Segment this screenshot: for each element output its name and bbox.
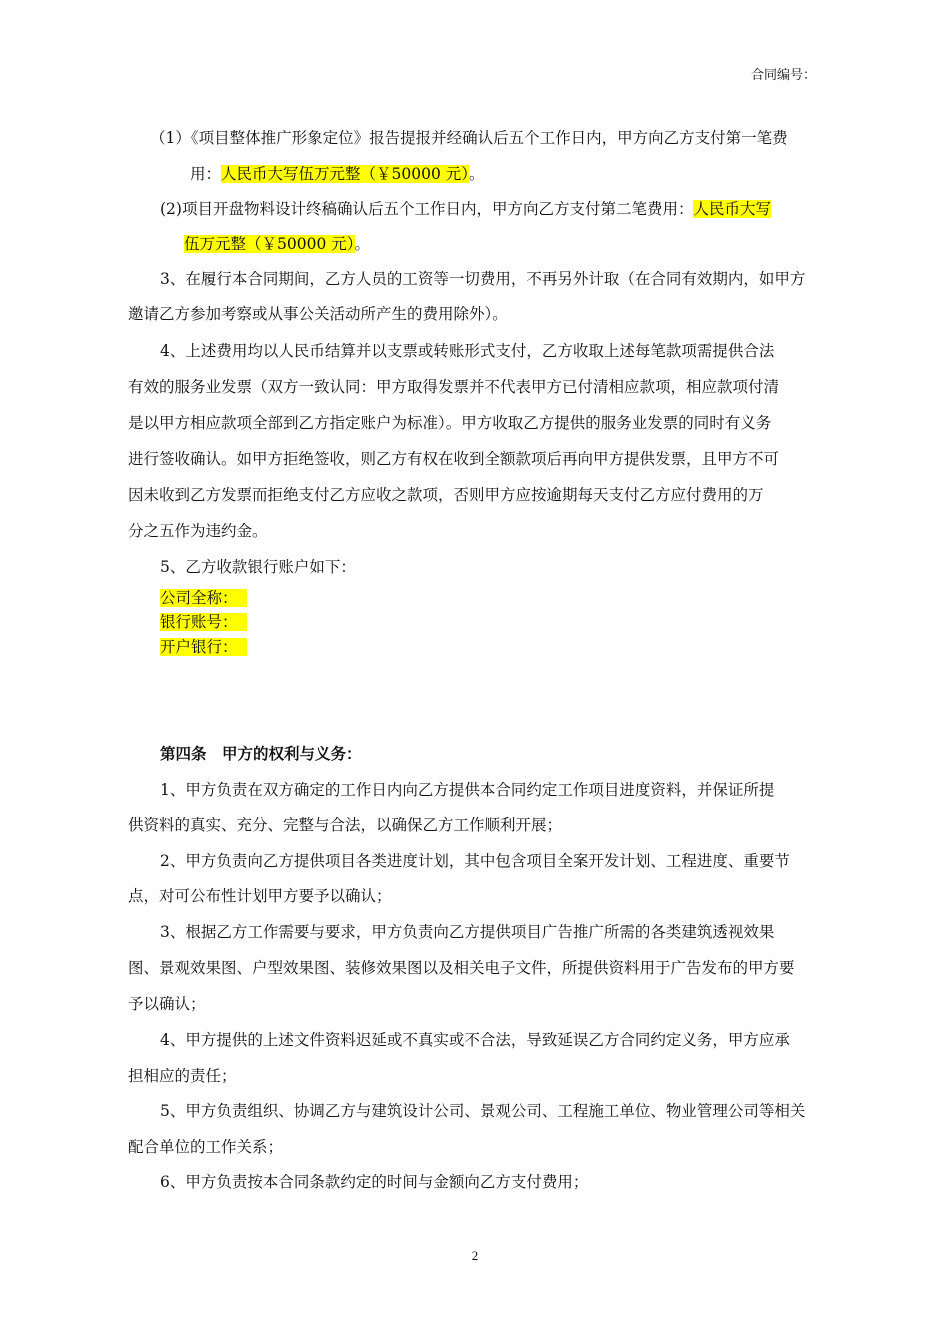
article-4-item-3-line-2: 图、景观效果图、户型效果图、装修效果图以及相关电子文件，所提供资料用于广告发布的甲方要: [128, 959, 795, 977]
article-4-item-3-line-3: 予以确认；: [128, 995, 206, 1013]
article-4-item-5-line-2: 配合单位的工作关系；: [128, 1138, 284, 1156]
bank-name-label: 开户银行：: [160, 638, 238, 656]
payment-item-2-prefix: (2)项目开盘物料设计终稿确认后五个工作日内，甲方向乙方支付第二笔费用：: [160, 200, 694, 218]
payment-amount-2-highlight-b: 伍万元整（￥50000 元）: [184, 235, 355, 253]
clause-4-line-4: 进行签收确认。如甲方拒绝签收，则乙方有权在收到全额款项后再向甲方提供发票，且甲方不可: [128, 450, 780, 468]
clause-4-line-2: 有效的服务业发票（双方一致认同：甲方取得发票并不代表甲方已付清相应款项，相应款项付清: [128, 378, 780, 396]
contract-number-label: 合同编号：: [750, 68, 816, 83]
bank-company-name-field: [160, 588, 247, 608]
clause-5-intro: 5、乙方收款银行账户如下：: [160, 558, 356, 576]
clause-4-line-5: 因未收到乙方发票而拒绝支付乙方应收之款项，否则甲方应按逾期每天支付乙方应付费用的万: [128, 486, 764, 504]
clause-4-line-1: 4、上述费用均以人民币结算并以支票或转账形式支付，乙方收取上述每笔款项需提供合法: [160, 342, 775, 360]
article-4-item-2-line-1: 2、甲方负责向乙方提供项目各类进度计划，其中包含项目全案开发计划、工程进度、重要节: [160, 852, 790, 870]
payment-item-2-line-1: [160, 199, 771, 219]
article-4-item-3-line-1: 3、根据乙方工作需要与要求，甲方负责向乙方提供项目广告推广所需的各类建筑透视效果: [160, 923, 775, 941]
payment-item-1-suffix: 。: [469, 165, 485, 183]
clause-4-line-6: 分之五作为违约金。: [128, 522, 268, 540]
payment-item-2-suffix: 。: [354, 235, 371, 253]
article-4-title: 第四条 甲方的权利与义务：: [160, 744, 362, 763]
account-number-label: 银行账号：: [160, 613, 238, 631]
article-4-item-5-line-1: 5、甲方负责组织、协调乙方与建筑设计公司、景观公司、工程施工单位、物业管理公司等相关: [160, 1102, 806, 1120]
payment-item-2-line-2: [184, 234, 370, 254]
article-4-item-6-line-1: 6、甲方负责按本合同条款约定的时间与金额向乙方支付费用；: [160, 1173, 589, 1191]
payment-item-1-prefix: 用：: [190, 165, 222, 183]
clause-3-line-2: 邀请乙方参加考察或从事公关活动所产生的费用除外）。: [128, 305, 508, 323]
bank-account-no-field: [160, 612, 247, 632]
company-name-label: 公司全称：: [160, 589, 238, 607]
page-number: 2: [471, 1248, 479, 1263]
article-4-item-1-line-1: 1、甲方负责在双方确定的工作日内向乙方提供本合同约定工作项目进度资料，并保证所提: [160, 781, 775, 799]
article-4-item-1-line-2: 供资料的真实、充分、完整与合法，以确保乙方工作顺利开展；: [128, 816, 563, 834]
payment-item-1-line-2: [190, 164, 485, 184]
article-4-item-4-line-1: 4、甲方提供的上述文件资料迟延或不真实或不合法，导致延误乙方合同约定义务，甲方应承: [160, 1031, 790, 1049]
payment-amount-1-highlight: 人民币大写伍万元整（￥50000 元）: [221, 165, 470, 183]
clause-4-line-3: 是以甲方相应款项全部到乙方指定账户为标准）。甲方收取乙方提供的服务业发票的同时有义务: [128, 414, 772, 432]
payment-item-1-line-1: （1）《项目整体推广形象定位》报告提报并经确认后五个工作日内，甲方向乙方支付第一笔费: [150, 129, 788, 147]
article-4-item-2-line-2: 点，对可公布性计划甲方要予以确认；: [128, 887, 392, 905]
payment-amount-2-highlight-a: 人民币大写: [693, 200, 771, 218]
bank-name-field: [160, 637, 247, 657]
article-4-item-4-line-2: 担相应的责任；: [128, 1067, 237, 1085]
clause-3-line-1: 3、在履行本合同期间，乙方人员的工资等一切费用，不再另外计取（在合同有效期内，如甲方: [160, 270, 806, 288]
